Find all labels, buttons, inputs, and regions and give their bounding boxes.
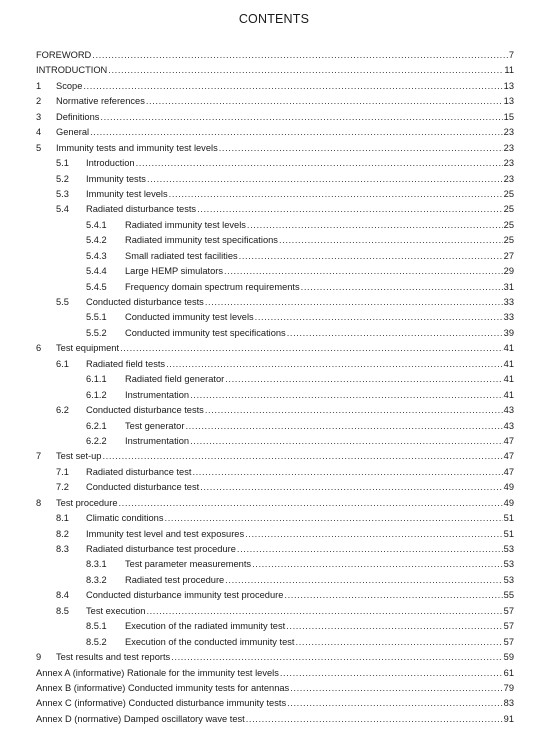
toc-entry-title: INTRODUCTION xyxy=(36,65,108,76)
toc-entry-page-number: 49 xyxy=(503,482,514,493)
dot-leader xyxy=(205,403,503,418)
toc-entry-number: 6.2.1 xyxy=(86,420,107,431)
toc-entry-number: 8.1 xyxy=(56,513,69,524)
toc-entry-number: 5.5.1 xyxy=(86,312,107,323)
dot-leader xyxy=(246,712,503,727)
toc-entry-page-number: 23 xyxy=(503,142,514,153)
dot-leader xyxy=(237,542,503,557)
toc-entry[interactable] xyxy=(36,465,514,480)
toc-entry-number: 5.4.3 xyxy=(86,250,107,261)
toc-entry-title: Frequency domain spectrum requirements xyxy=(125,281,300,292)
toc-entry-page-number: 49 xyxy=(503,497,514,508)
dot-leader xyxy=(146,94,503,109)
dot-leader xyxy=(171,650,502,665)
toc-entry-number: 8.3 xyxy=(56,544,69,554)
toc-entry-page-number: 7 xyxy=(508,50,514,60)
toc-entry[interactable] xyxy=(36,419,514,434)
toc-entry-number: 5.4 xyxy=(56,204,69,215)
toc-entry-title: Test equipment xyxy=(56,343,120,354)
toc-entry-number: 7.2 xyxy=(56,482,69,493)
toc-entry-title: Test generator xyxy=(125,420,185,431)
toc-entry[interactable] xyxy=(36,280,514,295)
toc-entry-title: Annex A (informative) Rationale for the immunity test levels xyxy=(36,667,279,678)
toc-entry-title: Test execution xyxy=(86,605,146,616)
toc-entry-page-number: 79 xyxy=(503,682,514,693)
dot-leader xyxy=(147,172,503,187)
toc-entry[interactable] xyxy=(36,63,514,78)
dot-leader xyxy=(286,619,502,634)
toc-entry-page-number: 57 xyxy=(503,621,514,632)
toc-entry-number: 7 xyxy=(36,451,42,462)
toc-entry[interactable] xyxy=(36,388,514,403)
toc-entry-number: 4 xyxy=(36,127,42,138)
toc-entry-title: Annex C (informative) Conducted disturbance immunity tests xyxy=(36,698,287,709)
toc-entry-page-number: 39 xyxy=(503,327,514,338)
toc-entry-page-number: 25 xyxy=(503,219,514,230)
dot-leader xyxy=(290,681,502,696)
toc-entry[interactable] xyxy=(36,48,514,63)
toc-entry[interactable] xyxy=(36,202,514,217)
dot-leader xyxy=(190,388,503,403)
dot-leader xyxy=(120,341,503,356)
toc-entry[interactable] xyxy=(36,310,514,325)
toc-entry-page-number: 23 xyxy=(503,127,514,138)
toc-entry-page-number: 23 xyxy=(503,173,514,184)
toc-entry[interactable] xyxy=(36,156,514,171)
dot-leader xyxy=(136,156,503,171)
toc-entry-title: Immunity tests and immunity test levels xyxy=(56,142,218,153)
toc-entry[interactable] xyxy=(36,573,514,588)
toc-entry-page-number: 41 xyxy=(503,389,514,400)
toc-entry-title: Instrumentation xyxy=(125,389,190,400)
toc-entry-page-number: 43 xyxy=(503,420,514,431)
toc-entry-number: 9 xyxy=(36,652,42,663)
toc-entry-number: 8.3.2 xyxy=(86,574,107,585)
toc-entry[interactable] xyxy=(36,372,514,387)
toc-entry[interactable] xyxy=(36,511,514,526)
toc-entry[interactable] xyxy=(36,110,514,125)
toc-entry-page-number: 25 xyxy=(503,204,514,215)
toc-entry-number: 6.1.1 xyxy=(86,374,107,385)
toc-entry-title: Radiated field tests xyxy=(86,358,166,369)
toc-entry[interactable] xyxy=(36,619,514,634)
toc-entry[interactable] xyxy=(36,650,514,665)
toc-entry-title: Climatic conditions xyxy=(86,513,164,524)
toc-entry-page-number: 29 xyxy=(503,266,514,277)
toc-entry-title: Conducted immunity test levels xyxy=(125,312,254,323)
dot-leader xyxy=(83,79,502,94)
toc-entry-title: Radiated immunity test levels xyxy=(125,219,246,230)
toc-entry[interactable] xyxy=(36,187,514,202)
toc-entry-number: 6.1 xyxy=(56,358,69,369)
toc-entry-title: Test procedure xyxy=(56,497,118,508)
dot-leader xyxy=(279,233,503,248)
toc-entry[interactable] xyxy=(36,666,514,681)
toc-entry[interactable] xyxy=(36,79,514,94)
toc-entry-number: 6 xyxy=(36,343,42,354)
toc-entry-page-number: 11 xyxy=(504,65,514,76)
toc-entry-page-number: 53 xyxy=(503,574,514,585)
toc-entry-number: 5.5 xyxy=(56,297,69,307)
toc-entry-page-number: 83 xyxy=(503,698,514,709)
toc-entry-page-number: 57 xyxy=(503,636,514,647)
toc-entry[interactable] xyxy=(36,218,514,233)
toc-entry-title: Test results and test reports xyxy=(56,652,171,663)
toc-entry-page-number: 55 xyxy=(503,590,514,601)
toc-entry-page-number: 59 xyxy=(503,652,514,663)
toc-entry-title: Radiated disturbance tests xyxy=(86,204,197,215)
toc-entry-page-number: 33 xyxy=(503,312,514,323)
dot-leader xyxy=(280,666,503,681)
toc-entry[interactable] xyxy=(36,172,514,187)
toc-entry-title: Conducted disturbance tests xyxy=(86,297,204,307)
toc-entry-number: 5 xyxy=(36,142,42,153)
dot-leader xyxy=(225,573,502,588)
toc-entry-title: Execution of the conducted immunity test xyxy=(125,636,295,647)
toc-entry-page-number: 61 xyxy=(503,667,514,678)
toc-entry-number: 5.4.1 xyxy=(86,219,107,230)
toc-entry-page-number: 91 xyxy=(503,713,514,724)
toc-entry[interactable] xyxy=(36,341,514,356)
dot-leader xyxy=(255,310,503,325)
dot-leader xyxy=(284,588,502,603)
toc-entry[interactable] xyxy=(36,357,514,372)
toc-entry-page-number: 43 xyxy=(503,405,514,416)
toc-entry[interactable] xyxy=(36,326,514,341)
dot-leader xyxy=(165,511,503,526)
toc-entry-number: 7.1 xyxy=(56,466,69,477)
toc-entry-number: 8.4 xyxy=(56,590,69,601)
toc-entry-title: Conducted disturbance immunity test procedure xyxy=(86,590,284,601)
toc-entry[interactable] xyxy=(36,527,514,542)
dot-leader xyxy=(90,125,503,140)
toc-entry[interactable] xyxy=(36,295,514,310)
toc-entry-page-number: 51 xyxy=(503,528,514,539)
toc-entry-title: Normative references xyxy=(56,96,145,107)
toc-entry-page-number: 41 xyxy=(503,374,514,385)
toc-entry[interactable] xyxy=(36,604,514,619)
dot-leader xyxy=(252,557,503,572)
dot-leader xyxy=(225,372,502,387)
dot-leader xyxy=(102,449,502,464)
dot-leader xyxy=(239,249,503,264)
toc-entry[interactable] xyxy=(36,94,514,109)
toc-entry[interactable] xyxy=(36,233,514,248)
toc-entry-page-number: 25 xyxy=(503,188,514,199)
toc-entry-title: General xyxy=(56,127,90,138)
toc-entry-page-number: 13 xyxy=(503,96,514,107)
toc-entry[interactable] xyxy=(36,557,514,572)
toc-entry-title: Test parameter measurements xyxy=(125,559,252,570)
toc-entry-number: 5.3 xyxy=(56,188,69,199)
toc-entry-number: 5.4.2 xyxy=(86,235,107,246)
toc-entry-title: Immunity test levels xyxy=(86,188,168,199)
toc-entry-title: Definitions xyxy=(56,111,100,122)
toc-entry-number: 5.5.2 xyxy=(86,327,107,338)
toc-entry-title: Radiated disturbance test xyxy=(86,466,192,477)
toc-entry[interactable] xyxy=(36,635,514,650)
toc-entry-title: Conducted disturbance tests xyxy=(86,405,204,416)
dot-leader xyxy=(197,202,503,217)
dot-leader xyxy=(192,465,502,480)
dot-leader xyxy=(301,280,503,295)
toc-entry-page-number: 31 xyxy=(503,281,514,292)
toc-entry-page-number: 15 xyxy=(503,111,514,122)
dot-leader xyxy=(92,48,508,63)
toc-entry-page-number: 53 xyxy=(503,544,514,554)
dot-leader xyxy=(108,63,503,78)
dot-leader xyxy=(287,326,503,341)
toc-entry-title: Small radiated test facilities xyxy=(125,250,238,261)
table-of-contents xyxy=(36,48,514,727)
toc-entry-title: Annex B (informative) Conducted immunity tests for antennas xyxy=(36,682,290,693)
toc-entry-page-number: 13 xyxy=(503,80,514,91)
dot-leader xyxy=(146,604,502,619)
toc-entry-number: 8.5.1 xyxy=(86,621,107,632)
dot-leader xyxy=(185,419,502,434)
toc-entry-title: Conducted immunity test specifications xyxy=(125,327,286,338)
toc-entry-page-number: 47 xyxy=(503,435,514,446)
toc-entry-page-number: 25 xyxy=(503,235,514,246)
toc-entry-page-number: 53 xyxy=(503,559,514,570)
toc-entry-page-number: 23 xyxy=(503,158,514,169)
toc-entry[interactable] xyxy=(36,403,514,418)
toc-entry-page-number: 47 xyxy=(503,451,514,462)
toc-entry[interactable] xyxy=(36,712,514,727)
dot-leader xyxy=(166,357,503,372)
toc-entry[interactable] xyxy=(36,696,514,711)
toc-entry-page-number: 57 xyxy=(503,605,514,616)
toc-entry[interactable] xyxy=(36,249,514,264)
toc-entry-number: 5.2 xyxy=(56,173,69,184)
toc-entry[interactable] xyxy=(36,480,514,495)
toc-entry-title: FOREWORD xyxy=(36,50,92,60)
toc-entry-title: Radiated immunity test specifications xyxy=(125,235,278,246)
toc-entry-page-number: 27 xyxy=(503,250,514,261)
toc-entry-number: 8.5 xyxy=(56,605,69,616)
toc-entry[interactable] xyxy=(36,542,514,557)
toc-entry[interactable] xyxy=(36,588,514,603)
dot-leader xyxy=(245,527,503,542)
toc-entry-title: Instrumentation xyxy=(125,435,190,446)
toc-entry-number: 2 xyxy=(36,96,42,107)
toc-entry-title: Introduction xyxy=(86,158,135,169)
toc-entry-number: 8.2 xyxy=(56,528,69,539)
dot-leader xyxy=(205,295,503,310)
toc-entry[interactable] xyxy=(36,264,514,279)
toc-entry[interactable] xyxy=(36,449,514,464)
toc-entry-title: Immunity test level and test exposures xyxy=(86,528,245,539)
dot-leader xyxy=(219,141,503,156)
toc-entry-page-number: 33 xyxy=(503,297,514,307)
toc-entry-page-number: 41 xyxy=(503,358,514,369)
dot-leader xyxy=(200,480,502,495)
dot-leader xyxy=(169,187,503,202)
page-title: CONTENTS xyxy=(238,12,310,26)
toc-entry[interactable] xyxy=(36,681,514,696)
toc-entry-page-number: 41 xyxy=(503,343,514,354)
toc-entry-title: Radiated disturbance test procedure xyxy=(86,544,236,554)
toc-entry-number: 6.2.2 xyxy=(86,435,107,446)
dot-leader xyxy=(296,635,503,650)
toc-entry-number: 3 xyxy=(36,111,42,122)
toc-entry[interactable] xyxy=(36,125,514,140)
dot-leader xyxy=(224,264,503,279)
toc-entry-title: Conducted disturbance test xyxy=(86,482,200,493)
dot-leader xyxy=(287,696,503,711)
toc-entry-number: 1 xyxy=(36,80,42,91)
toc-entry-title: Annex D (normative) Damped oscillatory wave test xyxy=(36,713,245,724)
toc-entry-number: 5.4.4 xyxy=(86,266,107,277)
toc-entry-page-number: 51 xyxy=(503,513,514,524)
dot-leader xyxy=(119,496,503,511)
toc-entry-number: 5.1 xyxy=(56,158,69,169)
toc-entry-title: Execution of the radiated immunity test xyxy=(125,621,286,632)
toc-entry-title: Immunity tests xyxy=(86,173,146,184)
toc-entry-title: Radiated field generator xyxy=(125,374,225,385)
toc-entry[interactable] xyxy=(36,141,514,156)
toc-entry-number: 6.1.2 xyxy=(86,389,107,400)
dot-leader xyxy=(100,110,502,125)
toc-entry[interactable] xyxy=(36,434,514,449)
dot-leader xyxy=(190,434,503,449)
toc-entry-title: Radiated test procedure xyxy=(125,574,225,585)
toc-entry-number: 8 xyxy=(36,497,42,508)
toc-entry-number: 8.3.1 xyxy=(86,559,107,570)
toc-entry-number: 6.2 xyxy=(56,405,69,416)
dot-leader xyxy=(247,218,503,233)
toc-entry-page-number: 47 xyxy=(503,466,514,477)
toc-entry[interactable] xyxy=(36,496,514,511)
toc-entry-number: 8.5.2 xyxy=(86,636,107,647)
toc-entry-title: Large HEMP simulators xyxy=(125,266,223,277)
toc-entry-number: 5.4.5 xyxy=(86,281,107,292)
toc-entry-title: Test set-up xyxy=(56,451,102,462)
toc-entry-title: Scope xyxy=(56,80,83,91)
